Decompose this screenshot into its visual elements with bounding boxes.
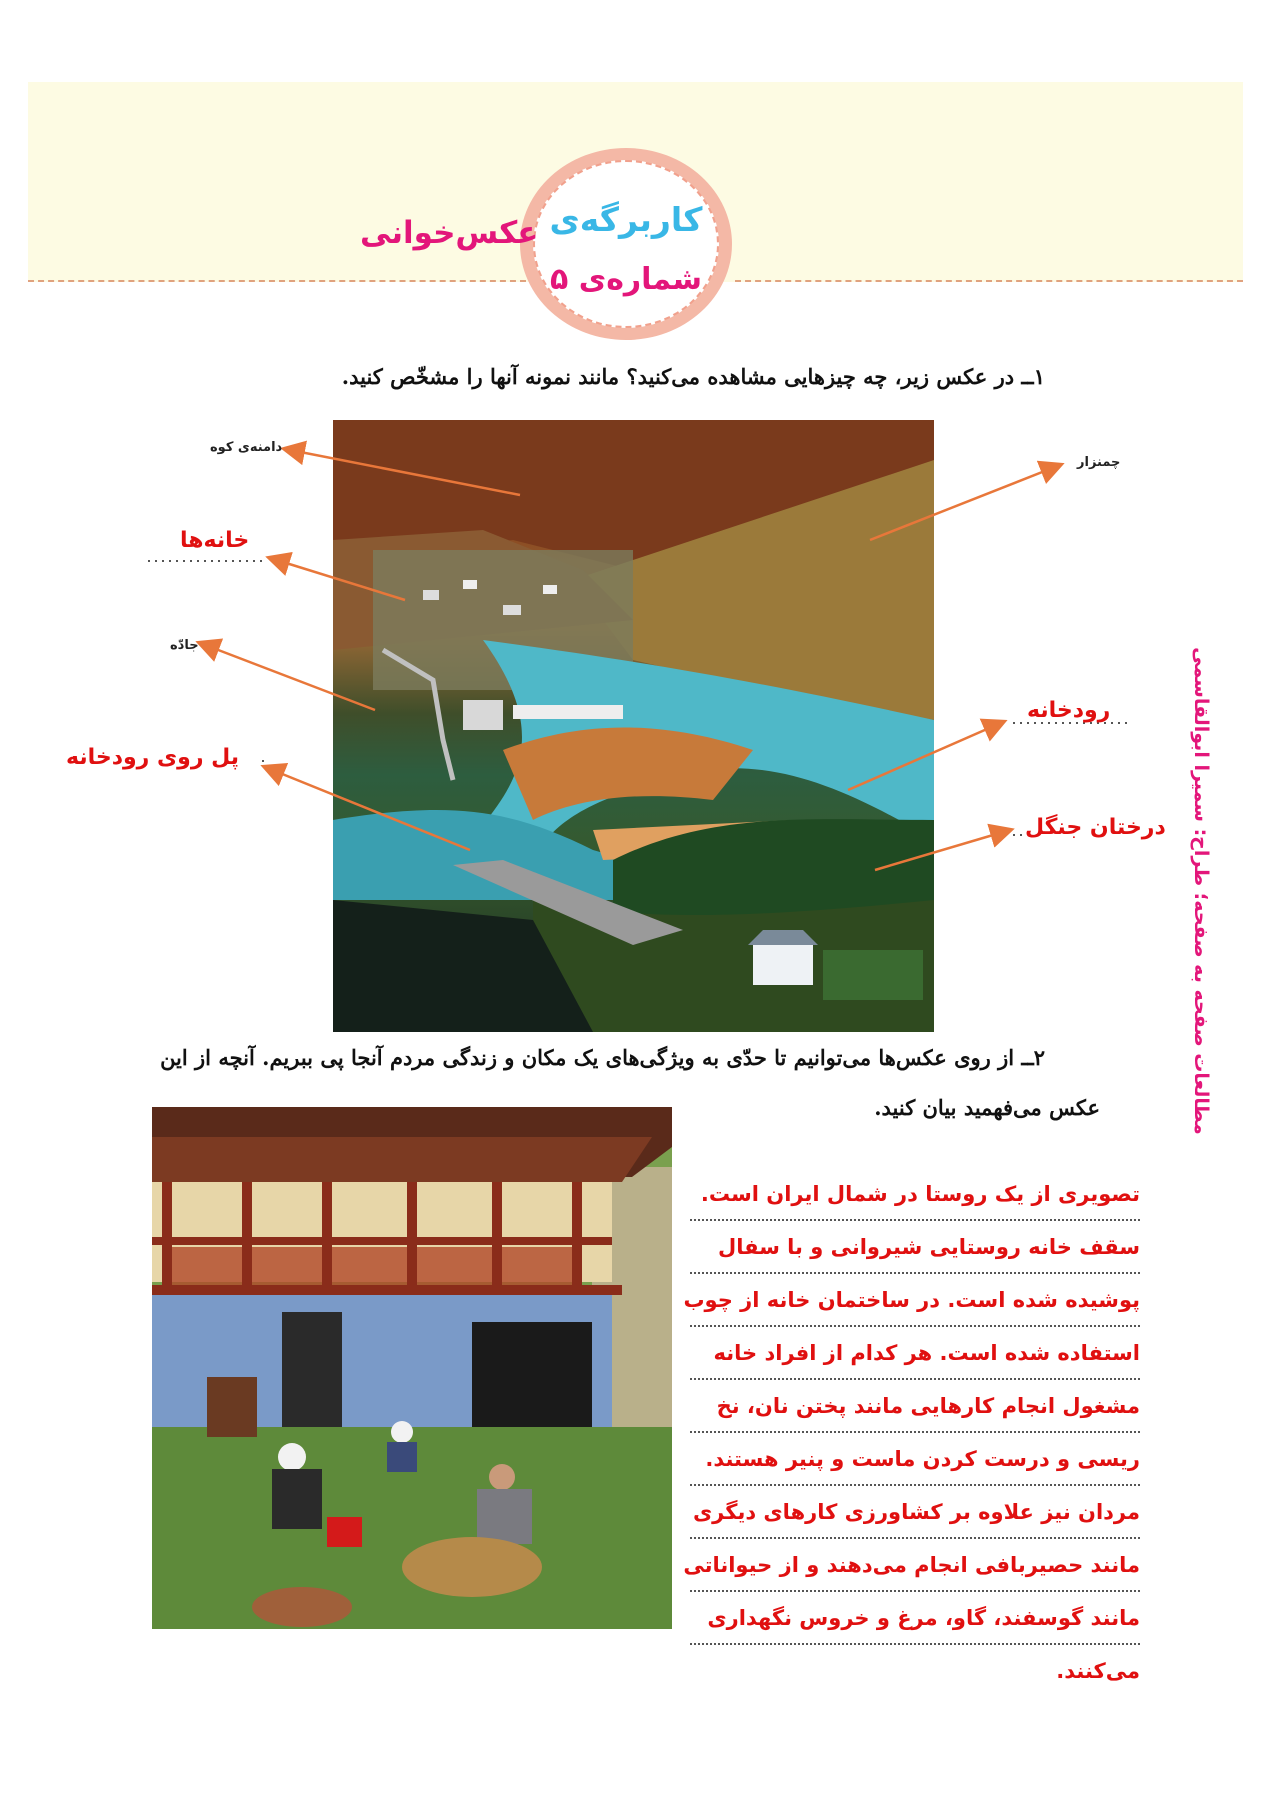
village-house-illustration	[152, 1107, 672, 1629]
answer-line: مردان نیز علاوه بر کشاورزی کارهای دیگری	[690, 1486, 1140, 1539]
arrow-meadow	[870, 465, 1060, 540]
answer-line: مانند گوسفند، گاو، مرغ و خروس نگهداری	[690, 1592, 1140, 1645]
side-credit	[1186, 647, 1216, 1140]
arrow-bridge	[265, 767, 470, 850]
answer-line: تصویری از یک روستا در شمال ایران است.	[690, 1168, 1140, 1221]
question-1: ۱ــ در عکس زیر، چه چیزهایی مشاهده می‌کنید؟ مانند نمونه آنها را مشخّص کنید.	[341, 364, 1045, 389]
label-mountain-slope: دامنه‌ی کوه	[210, 440, 283, 455]
label-houses: خانه‌ها	[180, 528, 250, 553]
answer-line: مشغول انجام کارهایی مانند پختن نان، نخ	[690, 1380, 1140, 1433]
label-road: جادّه	[170, 638, 199, 653]
answer-line: پوشیده شده است. در ساختمان خانه از چوب	[690, 1274, 1140, 1327]
badge-number: شماره‌ی ۵	[549, 262, 703, 297]
side-credit-text: مطالعات صفحه به صفحه؛ طراح: سمیرا ابوالقاسمی	[1190, 647, 1212, 1135]
arrow-houses	[270, 558, 405, 600]
question-2-line-2: عکس می‌فهمید بیان کنید.	[874, 1095, 1100, 1120]
answer-line: مانند حصیربافی انجام می‌دهند و از حیواناتی	[690, 1539, 1140, 1592]
label-bridge: پل روی رودخانه	[66, 745, 240, 770]
answer-line: سقف خانه روستایی شیروانی و با سفال	[690, 1221, 1140, 1274]
question-2-line-1: ۲ــ از روی عکس‌ها می‌توانیم تا حدّی به ویژگی‌های یک مکان و زندگی مردم آنجا پی ببریم. آنچه از این	[160, 1045, 1045, 1070]
badge-title: کاربرگه‌ی	[549, 200, 703, 239]
label-meadow: چمنزار	[1077, 455, 1121, 470]
label-river: رودخانه	[1027, 698, 1111, 723]
label-forest-trees: درختان جنگل	[1025, 815, 1166, 840]
arrow-river	[848, 722, 1003, 790]
answer-line: می‌کنند.	[1056, 1659, 1140, 1683]
arrow-forest-trees	[875, 830, 1010, 870]
answer-line: ریسی و درست کردن ماست و پنیر هستند.	[690, 1433, 1140, 1486]
answer-line: استفاده شده است. هر کدام از افراد خانه	[690, 1327, 1140, 1380]
question-2-answer	[683, 1168, 1140, 1696]
arrow-road	[200, 643, 375, 710]
arrow-mountain-slope	[285, 449, 520, 495]
village-house-photo	[152, 1107, 672, 1629]
subject-title: عکس‌خوانی	[360, 215, 539, 251]
